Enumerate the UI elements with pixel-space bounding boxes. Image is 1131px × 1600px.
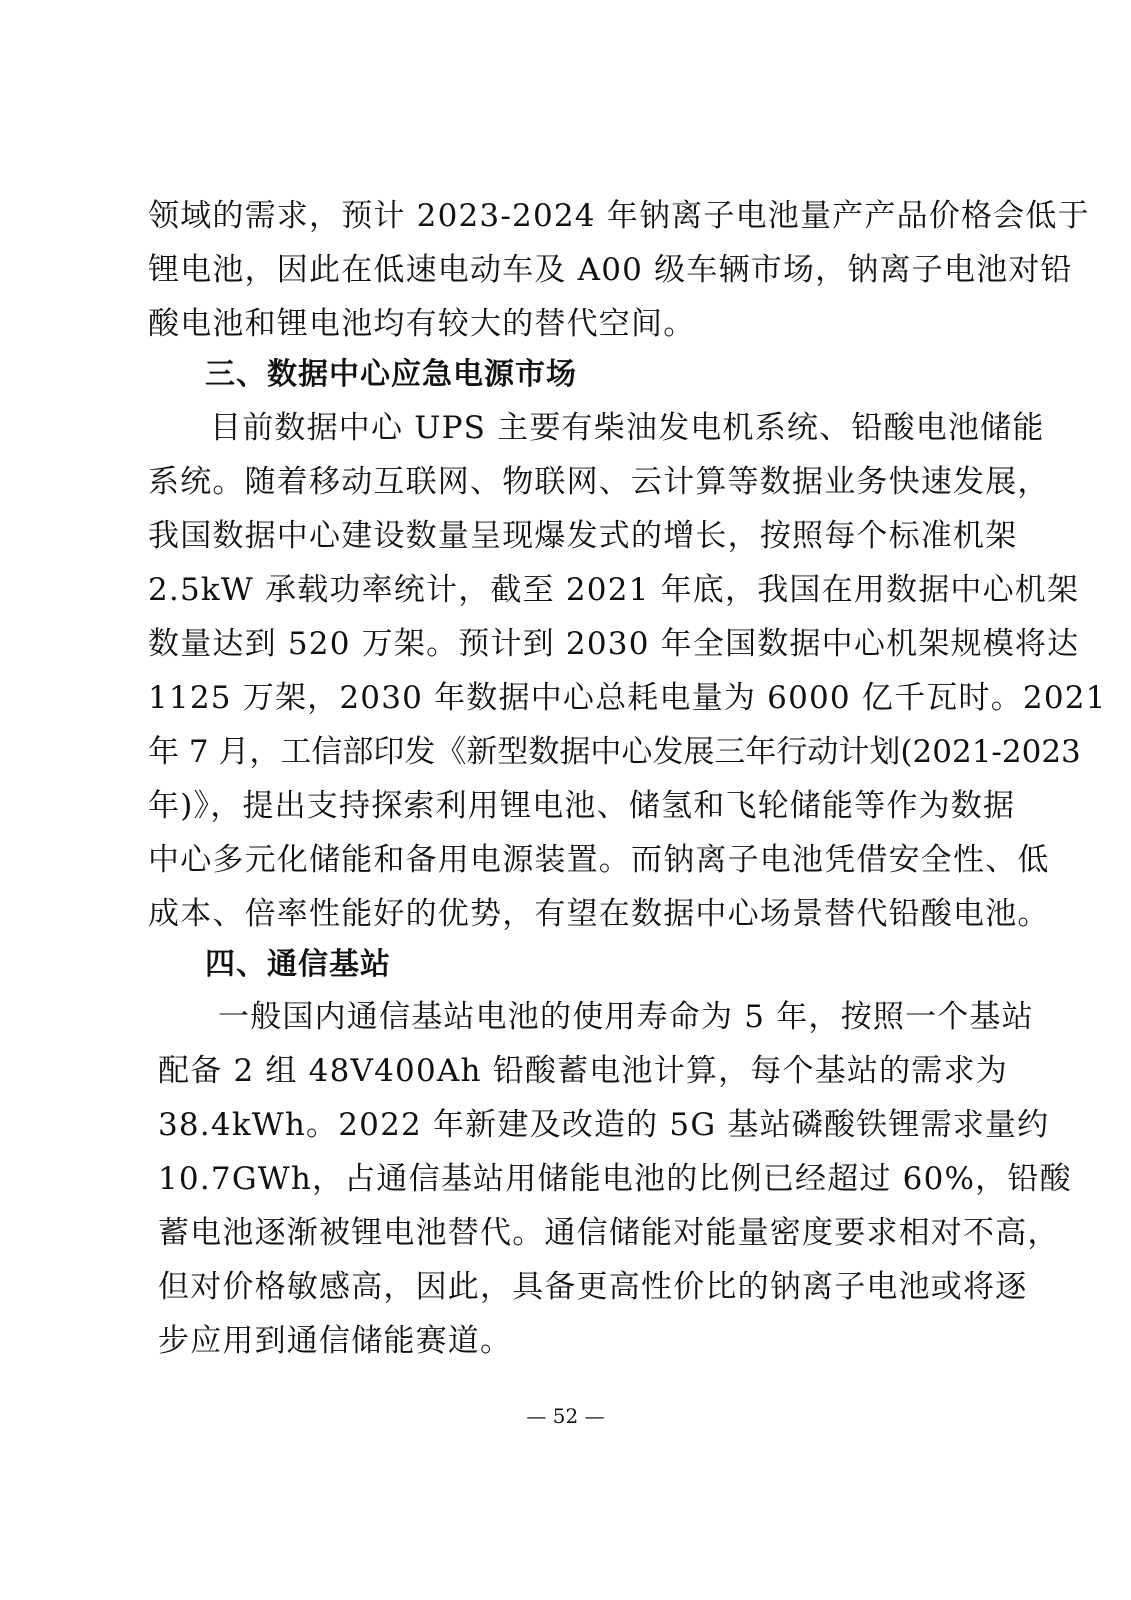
section-3-line-4: 2.5kW 承载功率统计，截至 2021 年底，我国在用数据中心机架 bbox=[148, 572, 1080, 608]
section-3-line-6: 1125 万架，2030 年数据中心总耗电量为 6000 亿千瓦时。2021 bbox=[148, 680, 1107, 716]
section-3-line-7: 年 7 月，工信部印发《新型数据中心发展三年行动计划(2021-2023 bbox=[148, 734, 1081, 770]
paragraph-1-line-2: 锂电池，因此在低速电动车及 A00 级车辆市场，钠离子电池对铅 bbox=[148, 252, 1073, 288]
section-3-line-2: 系统。随着移动互联网、物联网、云计算等数据业务快速发展， bbox=[148, 464, 1050, 500]
section-3-line-9: 中心多元化储能和备用电源装置。而钠离子电池凭借安全性、低 bbox=[148, 842, 1050, 878]
section-3-line-5: 数量达到 520 万架。预计到 2030 年全国数据中心机架规模将达 bbox=[148, 626, 1080, 662]
section-3-line-3: 我国数据中心建设数量呈现爆发式的增长，按照每个标准机架 bbox=[148, 518, 1018, 554]
section-4-heading: 四、通信基站 bbox=[205, 947, 391, 982]
section-4-line-5: 蓄电池逐渐被锂电池替代。通信储能对能量密度要求相对不高， bbox=[158, 1215, 1060, 1251]
paragraph-1-line-1: 领域的需求，预计 2023-2024 年钠离子电池量产产品价格会低于 bbox=[148, 198, 1090, 234]
section-4-line-1: 一般国内通信基站电池的使用寿命为 5 年，按照一个基站 bbox=[218, 999, 1034, 1035]
section-4-line-6: 但对价格敏感高，因此，具备更高性价比的钠离子电池或将逐 bbox=[158, 1269, 1028, 1305]
paragraph-1-line-3: 酸电池和锂电池均有较大的替代空间。 bbox=[148, 306, 696, 342]
section-4-line-4: 10.7GWh，占通信基站用储能电池的比例已经超过 60%，铅酸 bbox=[158, 1161, 1072, 1197]
section-3-line-1: 目前数据中心 UPS 主要有柴油发电机系统、铅酸电池储能 bbox=[210, 410, 1045, 446]
section-4-line-2: 配备 2 组 48V400Ah 铅酸蓄电池计算，每个基站的需求为 bbox=[158, 1053, 1008, 1089]
section-3-line-8: 年)》，提出支持探索利用锂电池、储氢和飞轮储能等作为数据 bbox=[148, 788, 1016, 824]
section-4-line-7: 步应用到通信储能赛道。 bbox=[158, 1323, 513, 1359]
page-number: — 52 — bbox=[526, 1404, 605, 1428]
section-4-line-3: 38.4kWh。2022 年新建及改造的 5G 基站磷酸铁锂需求量约 bbox=[158, 1107, 1050, 1143]
section-3-heading: 三、数据中心应急电源市场 bbox=[205, 357, 577, 392]
section-3-line-10: 成本、倍率性能好的优势，有望在数据中心场景替代铅酸电池。 bbox=[148, 896, 1050, 932]
